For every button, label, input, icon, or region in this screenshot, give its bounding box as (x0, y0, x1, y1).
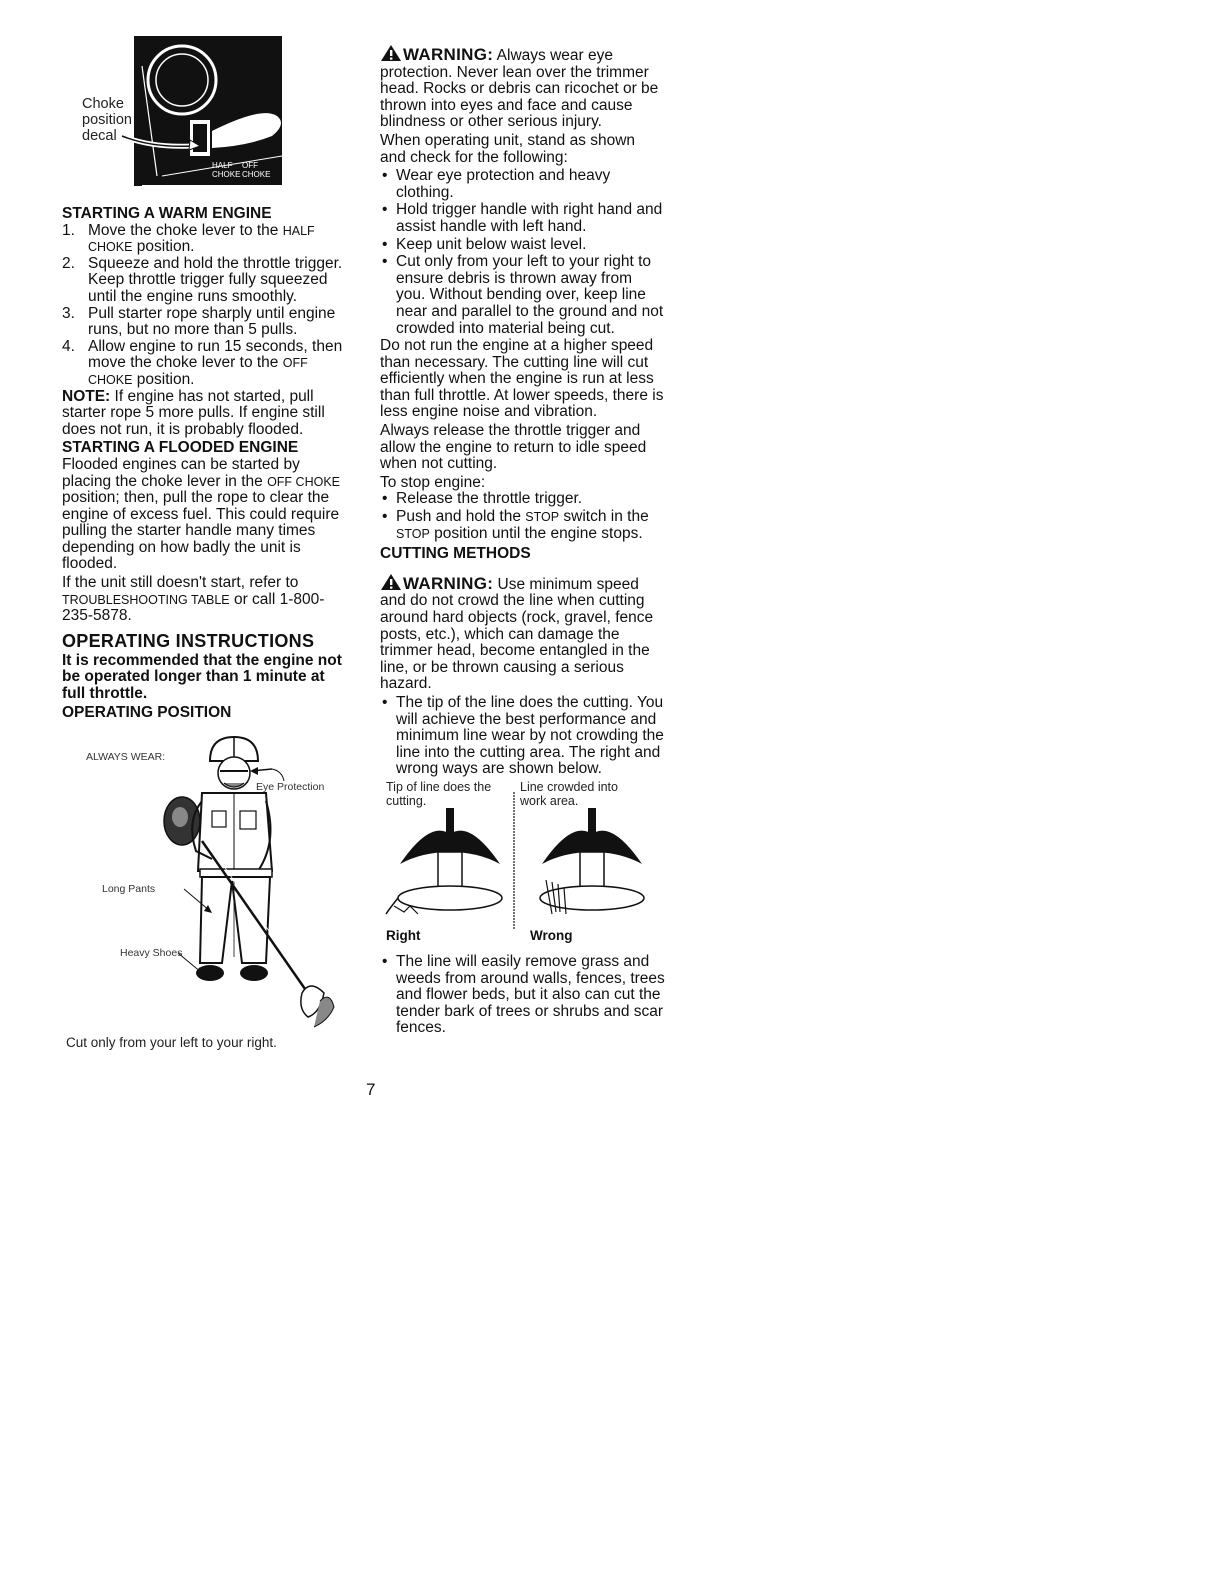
list-item: • The line will easily remove grass and weeds from around walls, fences, trees and flower beds, but it also can cut the tender bark of trees or shrubs and scar fences. (380, 954, 665, 1037)
choke-label-line: position (82, 112, 132, 128)
flooded-engine-heading: STARTING A FLOODED ENGINE (62, 439, 299, 457)
tip-bullets (380, 695, 665, 778)
page-number: 7 (366, 1080, 376, 1099)
release-para: Always release the throttle trigger and allow the engine to return to idle speed when not cutting. (380, 422, 647, 473)
decal-off-text: OFF (242, 161, 258, 170)
list-item: • Keep unit below waist level. (380, 237, 665, 254)
full-throttle-note: It is recommended that the engine not be operated longer than 1 minute at full throttle. (62, 651, 342, 703)
choke-decal-figure (62, 36, 352, 204)
list-item: • Hold trigger handle with right hand and assist handle with left hand. (380, 202, 665, 235)
warm-step: 4. Allow engine to run 15 seconds, then move the choke lever to the OFF CHOKE position. (62, 337, 343, 388)
operating-position-heading: OPERATING POSITION (62, 703, 232, 721)
warm-step: 2. Squeeze and hold the throttle trigger. Keep throttle trigger fully squeezed until the engine runs smoothly. (62, 254, 343, 305)
crowd-line-warning: WARNING: Use minimum speed and do not crowd the line when cutting around hard objects (rock, gravel, fence posts, etc.), which can damage the trimmer head, become entangled in the line, or be thrown causing a serious hazard. (380, 573, 654, 693)
warning-triangle-icon (380, 573, 402, 591)
choke-label-line: decal (82, 128, 117, 144)
eye-protection-label: Eye Protection (256, 781, 325, 794)
warm-engine-steps (62, 223, 352, 389)
left-column (62, 36, 352, 1051)
flooded-para: Flooded engines can be started by placing the choke lever in the OFF CHOKE position; then, pull the rope to clear the engine of excess fuel. This could require pulling the starter handle many times depending on how badly the unit is flooded. (62, 455, 340, 573)
wrong-label: Wrong (530, 927, 573, 943)
list-item: • The tip of the line does the cutting. You will achieve the best performance and minimum line wear by not crowding the line into the cutting area. The right and wrong ways are shown below. (380, 695, 665, 778)
cutting-methods-heading: CUTTING METHODS (380, 545, 531, 563)
decal-half-text: HALF (212, 161, 233, 170)
heavy-shoes-label: Heavy Shoes (120, 947, 183, 960)
warm-engine-heading: STARTING A WARM ENGINE (62, 205, 272, 222)
right-column (380, 44, 665, 1038)
stand-intro: When operating unit, stand as shown and check for the following: (380, 131, 636, 166)
long-pants-label: Long Pants (102, 883, 156, 896)
tip-caption: Tip of line does the cutting. (386, 779, 492, 808)
speed-para: Do not run the engine at a higher speed than necessary. The cutting line will cut efficiently when the engine is run at less than full throttle. At lower speeds, there is less engine noise and vibration. (380, 337, 664, 421)
stop-bullets (380, 491, 665, 542)
warm-step: 3. Pull starter rope sharply until engine runs, but no more than 5 pulls. (62, 304, 336, 339)
operator-figure (62, 731, 352, 1051)
final-bullets (380, 954, 665, 1037)
decal-off-choke-text: CHOKE (242, 170, 271, 179)
stand-bullets (380, 168, 665, 337)
choke-label-line: Choke (82, 96, 124, 112)
trimmer-head-illustration (380, 790, 665, 940)
right-label: Right (386, 927, 421, 943)
eye-protection-warning: WARNING: Always wear eye protection. Never lean over the trimmer head. Rocks or debris can ricochet or be thrown into eyes and face and cause blindness or other serious injury. (380, 45, 659, 131)
decal-choke-text: CHOKE (212, 170, 241, 179)
crowded-caption: Line crowded into work area. (520, 779, 618, 808)
warm-note: NOTE: If engine has not started, pull starter rope 5 more pulls. If engine still does not run, it is probably flooded. (62, 387, 325, 438)
list-item: • Wear eye protection and heavy clothing. (380, 168, 665, 201)
stop-intro: To stop engine: (380, 473, 486, 491)
right-wrong-figure (380, 780, 665, 948)
cut-direction-caption: Cut only from your left to your right. (66, 1035, 277, 1051)
warm-step: 1. Move the choke lever to the HALF CHOKE position. (62, 221, 315, 256)
flooded-refer-para: If the unit still doesn't start, refer to TROUBLESHOOTING TABLE or call 1-800-235-5878. (62, 574, 325, 625)
list-item: • Push and hold the STOP switch in the STOP position until the engine stops. (380, 509, 665, 542)
list-item: • Cut only from your left to your right to ensure debris is thrown away from you. Without bending over, keep line near and parallel to the ground and not crowded into material being cut. (380, 254, 665, 337)
always-wear-label: ALWAYS WEAR: (86, 751, 166, 764)
choke-position-label (82, 96, 132, 144)
warning-triangle-icon (380, 44, 402, 62)
operating-instructions-heading: OPERATING INSTRUCTIONS (62, 630, 315, 651)
list-item: • Release the throttle trigger. (380, 491, 665, 508)
